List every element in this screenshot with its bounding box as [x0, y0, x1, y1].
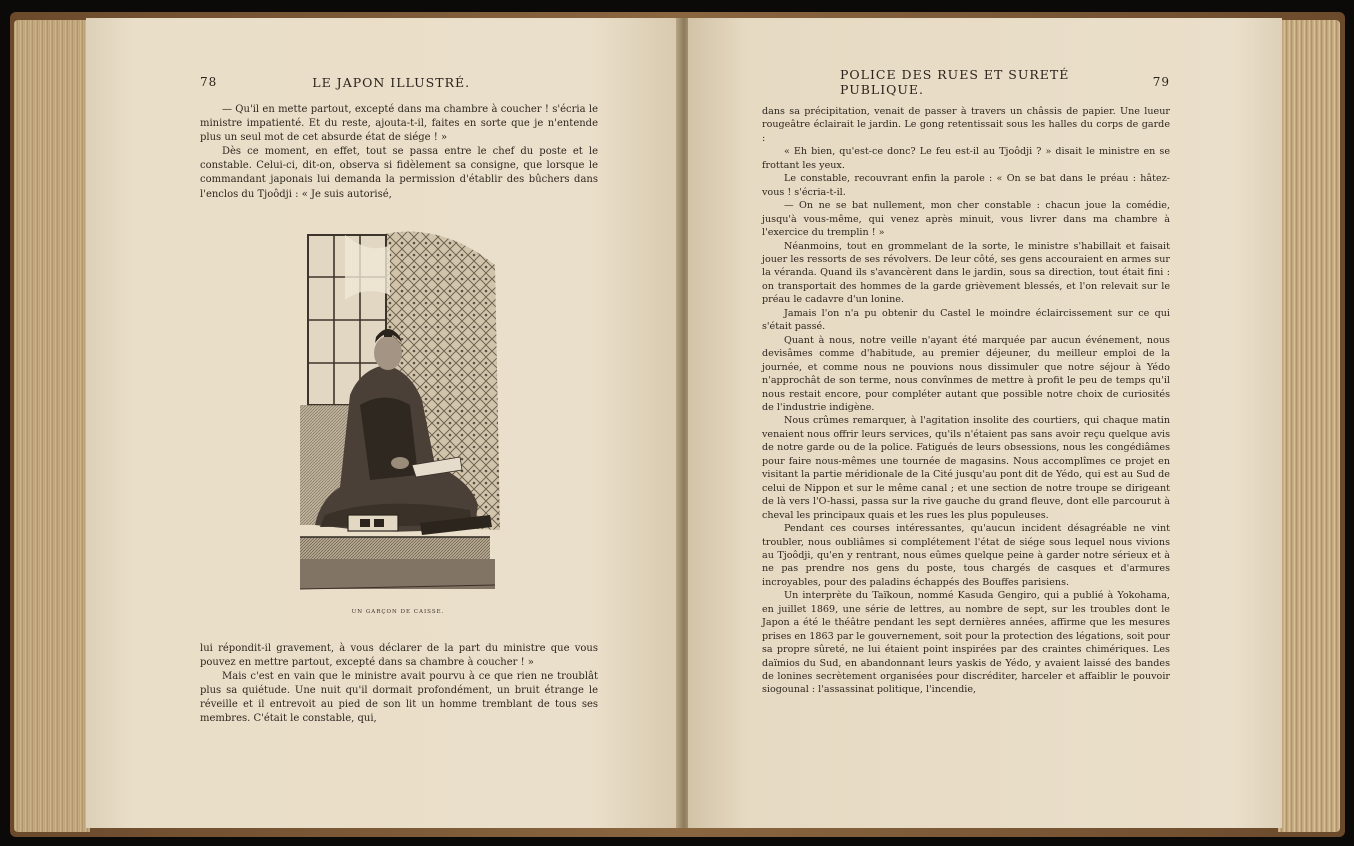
paragraph: Pendant ces courses intéressantes, qu'aucun incident désagréable ne vint troubler, nous oubliâmes si complétement l'état de siége sous lequel nous vivions au Tjoôdji, qu'en y rentrant, nous eûmes quelque peine à garder notre sérieux et à ne pas prendre nos gens du poste, tous chargés de casques et d'armures incroyables, pour des paladins échappés des Bouffes parisiens.: [762, 523, 1170, 588]
paragraph: — Qu'il en mette partout, excepté dans ma chambre à coucher ! s'écria le ministre impatienté. Et du reste, ajouta-t-il, faites en sorte que je n'entende plus un seul mot de cet absurde état de siége ! »: [200, 104, 598, 144]
right-page-title: POLICE DES RUES ET SURETÉ PUBLIQUE.: [840, 67, 1070, 97]
paragraph: Le constable, recouvrant enfin la parole : « On se bat dans le préau : hâtez-vous ! s'écria-t-il.: [762, 173, 1170, 198]
paragraph: Jamais l'on n'a pu obtenir du Castel le moindre éclaircissement sur ce qui s'était passé.: [762, 307, 1170, 333]
figure-caption: UN GARÇON DE CAISSE.: [351, 609, 445, 615]
engraving-illustration: [300, 225, 500, 600]
right-body-text: [762, 105, 1170, 697]
paragraph: Quant à nous, notre veille n'ayant été marquée par aucun événement, nous devisâmes comme d'habitude, au premier déjeuner, du meilleur emploi de la journée, et comme nous ne pouvions nous dissimuler que notre séjour à Yédo n'approchât de son terme, nous convînmes de mettre à profit le peu de temps qu'il nous restait encore, pour compléter autant que possible notre choix de curiosités de l'industrie indigène.: [762, 334, 1170, 413]
paragraph: Dès ce moment, en effet, tout se passa entre le chef du poste et le constable. Celui-ci, dit-on, observa si fidèlement sa consigne, que lorsque le commandant japonais lui demanda la permission d'établir des bûchers dans l'enclos du Tjoôdji : « Je suis autorisé,: [200, 146, 598, 200]
right-page-number: 79: [1152, 75, 1170, 89]
paragraph: « Eh bien, qu'est-ce donc? Le feu est-il au Tjoôdji ? » disait le ministre en se frottant les yeux.: [762, 146, 1170, 171]
right-page-edges: [1278, 20, 1340, 832]
paragraph: Nous crûmes remarquer, à l'agitation insolite des courtiers, qui chaque matin venaient nous offrir leurs services, qu'ils n'étaient pas sans avoir reçu quelque avis de notre garde ou de la police. Fatigués de leurs obsessions, nous les congédiâmes pour faire nous-mêmes une tournée de magasins. Nous accomplîmes ce projet en visitant la partie méridionale de la Cité jusqu'au pont dit de Yédo, qui est au Sud de celui de Nippon et sur le même canal ; et une section de notre troupe se dirigeant de là vers l'O-hassi, passa sur la rive gauche du grand fleuve, dont elle parcourut à cheval les principaux quais et les rues les plus populeuses.: [762, 415, 1170, 521]
paragraph: Mais c'est en vain que le ministre avait pourvu à ce que rien ne troublât plus sa quiétude. Une nuit qu'il dormait profondément, un bruit étrange le réveille et il entrevoit au pied de son lit un homme tremblant de tous ses membres. C'était le constable, qui,: [200, 671, 598, 725]
left-page-number: 78: [200, 75, 218, 89]
paragraph: — On ne se bat nullement, mon cher constable : chacun joue la comédie, jusqu'à vous-même, qui venez après minuit, vous livrer dans ma chambre à l'exercice du tremplin ! »: [762, 200, 1170, 239]
right-running-head: [840, 67, 1170, 97]
paragraph: Un interprète du Taïkoun, nommé Kasuda Gengiro, qui a publié à Yokohama, en juillet 1869, une série de lettres, au nombre de sept, sur les troubles dont le Japon a été le théâtre pendant les sept dernières années, affirme que les mesures prises en 1863 par le gouvernement, soit pour la protection des légations, soit pour sa propre sûreté, ne lui étaient point inspirées par des craintes chimériques. Les daïmios du Sud, en abandonnant leurs yaskis de Yédo, y avaient laissé des bandes de lonines secrètement organisées pour discréditer, harceler et affaiblir le pouvoir siogounal : l'assassinat politique, l'incendie,: [762, 590, 1170, 696]
left-top-text: [200, 103, 598, 202]
paragraph: Néanmoins, tout en grommelant de la sorte, le ministre s'habillait et faisait jouer les ressorts de ses révolvers. De leur côté, ses gens accouraient en armes sur la véranda. Quand ils s'avancèrent dans le jardin, sous sa direction, tout était fini : on transportait des hommes de la garde grièvement blessés, et l'on relevait sur le préau le cadavre d'un lonine.: [762, 240, 1170, 306]
left-page-edges: [14, 20, 90, 832]
left-bottom-text: [200, 642, 598, 727]
paragraph: lui répondit-il gravement, à vous déclarer de la part du ministre que vous pouvez en mettre partout, excepté dans sa chambre à coucher ! »: [200, 643, 598, 669]
left-page-title: LE JAPON ILLUSTRÉ.: [312, 74, 471, 90]
left-running-head: [200, 74, 480, 90]
paragraph: dans sa précipitation, venait de passer à travers un châssis de papier. Une lueur rougeâtre éclairait le jardin. Le gong retentissait sous les halles du corps de garde :: [762, 106, 1170, 144]
